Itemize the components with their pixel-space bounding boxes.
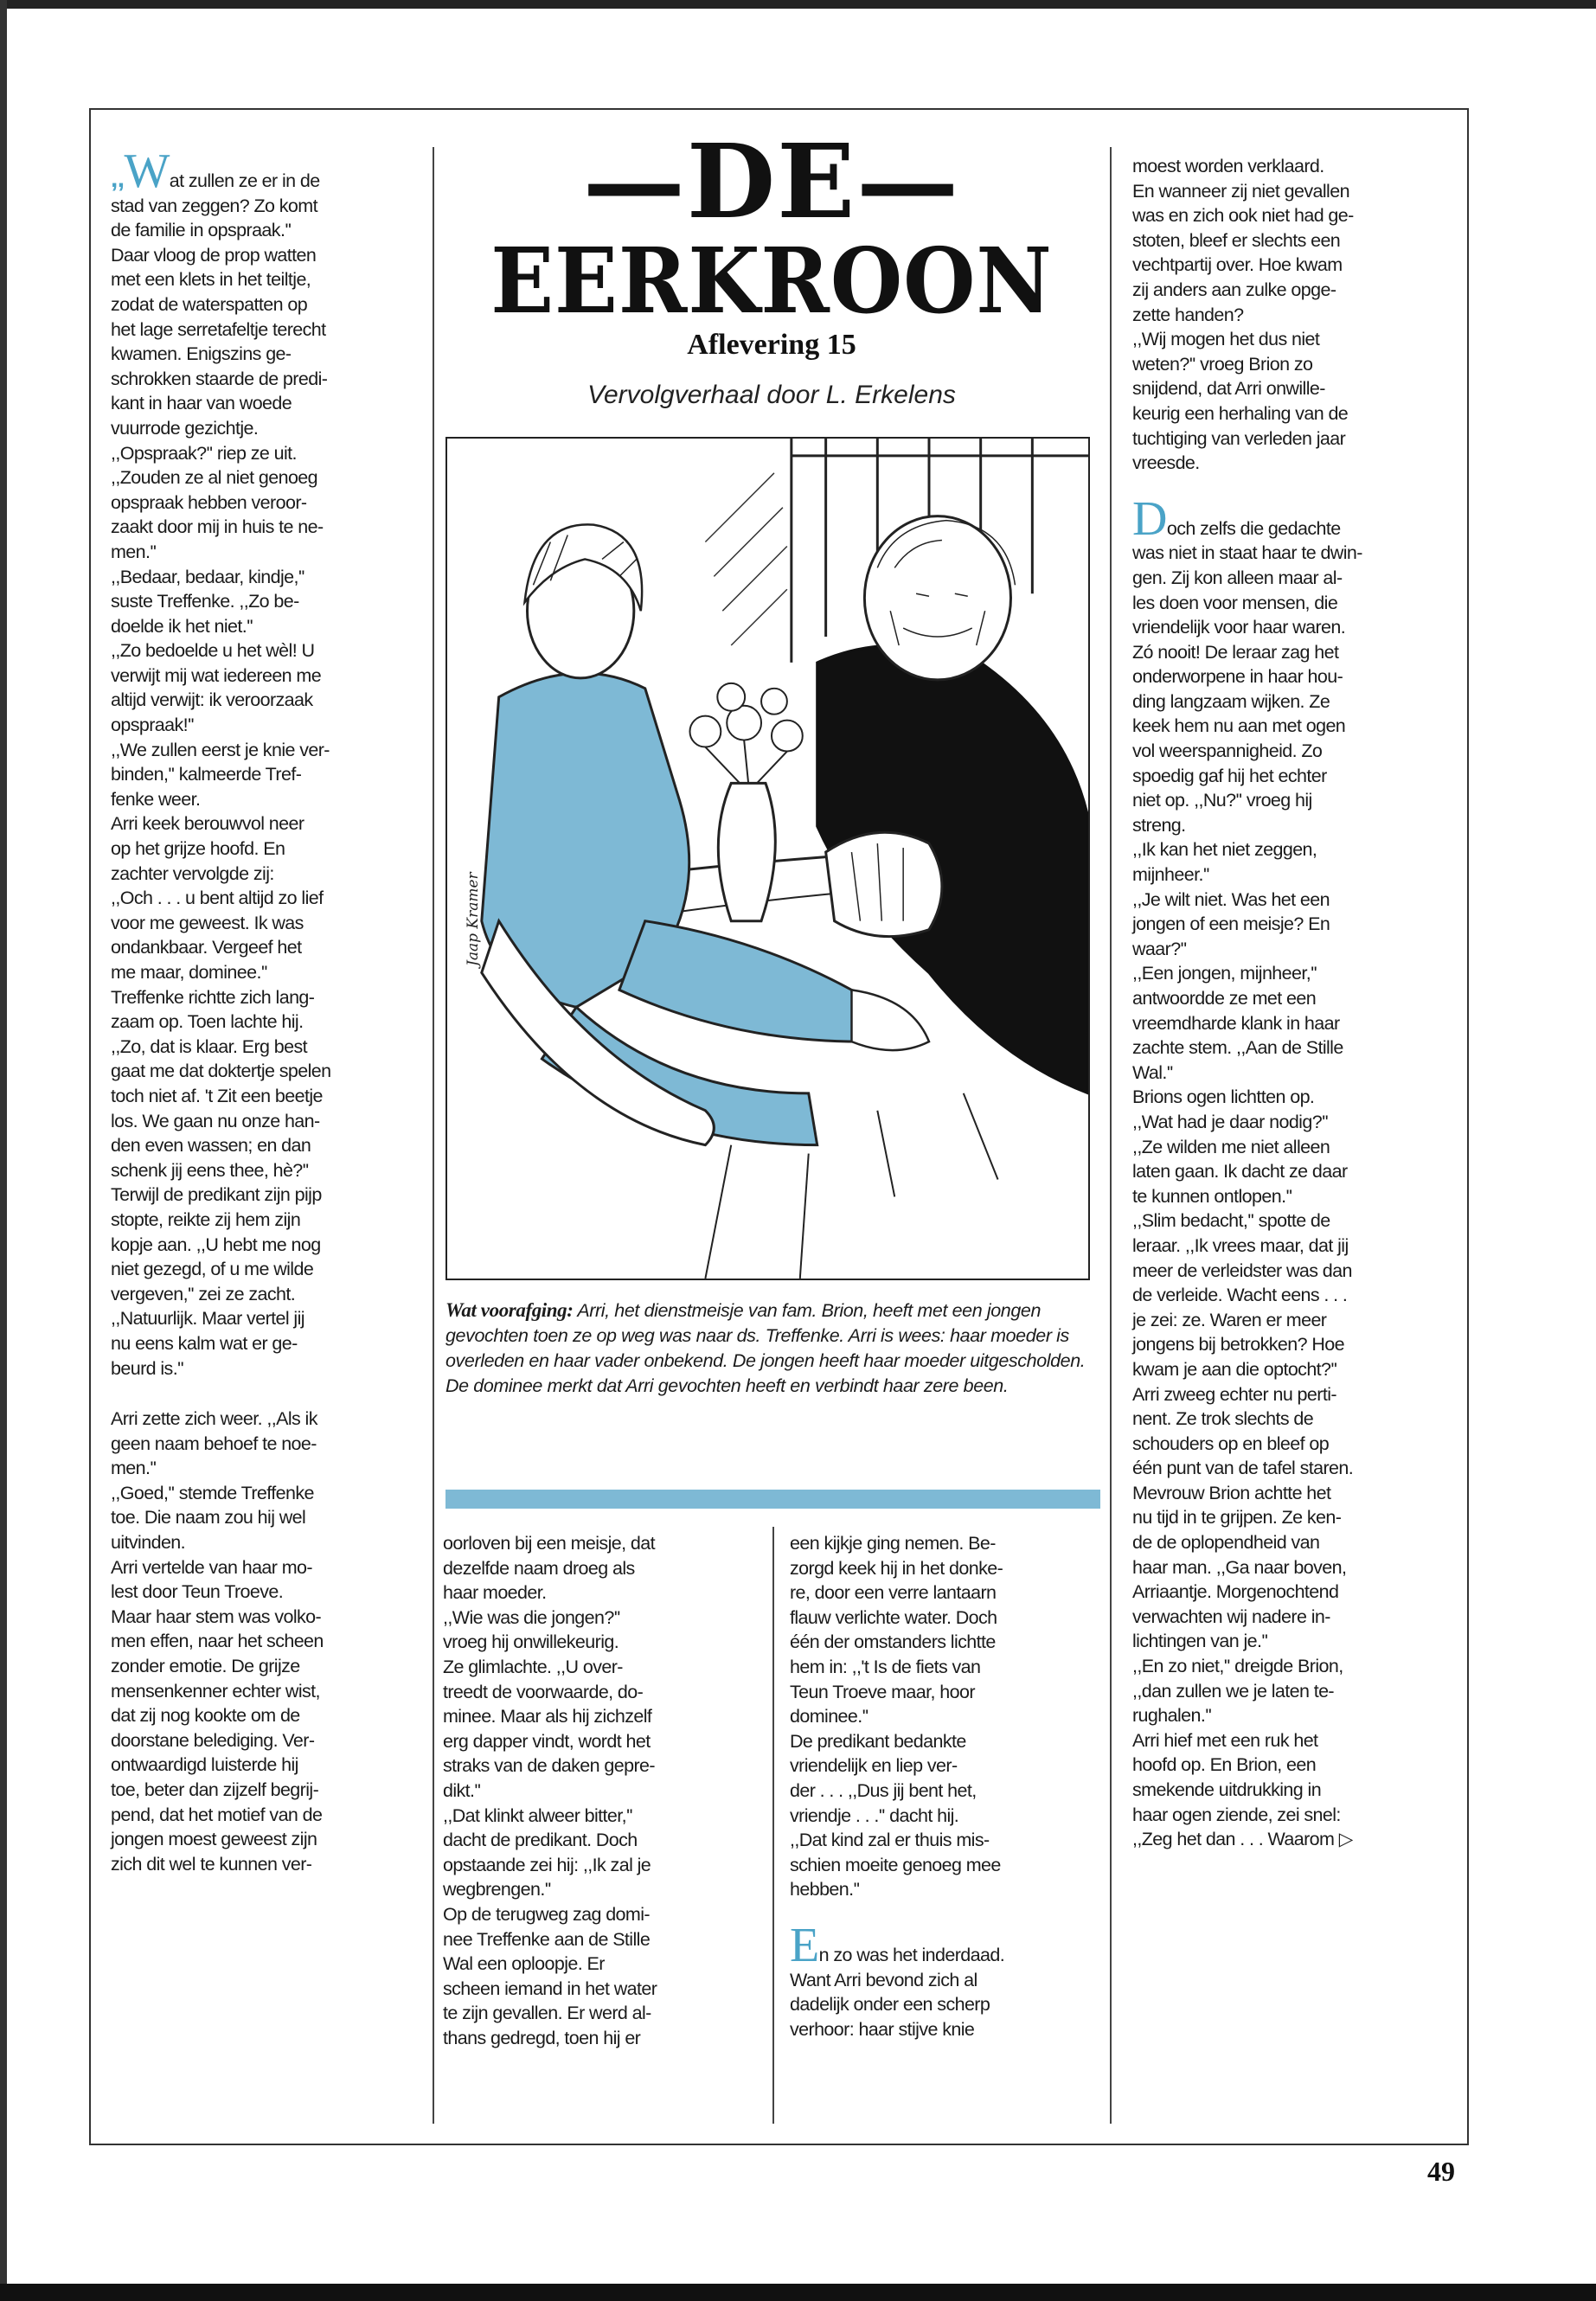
dropcap-w: W	[124, 144, 170, 198]
quote-open: ,,	[111, 164, 125, 193]
recap-lead: Wat voorafging:	[445, 1299, 574, 1321]
column-right	[1132, 154, 1461, 1852]
right-paragraph-2-text: och zelfs die gedachte was niet in staat haar te dwin- gen. Zij kon alleen maar al- les doen voor mensen, die vriendelijk voor haar waren. Zó nooit! De leraar zag het onderworpene in haar hou- ding langzaam wijken. Ze keek hem nu aan met ogen vol weerspannigheid. Zo spoedig gaf hij het echter niet op. ,,Nu?'' vroeg hij streng. ,,Ik kan het niet zeggen, mijnheer.'' ,,Je wilt niet. Was het een jongen of een meisje? En waar?'' ,,Een jongen, mijnheer,'' antwoordde ze met een vreemdharde klank in haar zachte stem. ,,Aan de Stille Wal.'' Brions ogen lichtten op. ,,Wat had je daar nodig?'' ,,Ze wilden me niet alleen laten gaan. Ik dacht ze daar te kunnen ontlopen.'' ,,Slim bedacht,'' spotte de leraar. ,,Ik vrees maar, dat jij meer de verleidster was dan de verleide. Wacht eens . . . je zei: ze. Waren er meer jongens bij betrokken? Hoe kwam je aan die optocht?'' Arri zweeg echter nu perti- nent. Ze trok slechts de schouders op en bleef op één punt van de tafel staren. Mevrouw Brion achtte het nu tijd in te grijpen. Ze ken- de de oplopendheid van haar man. ,,Ga naar boven, Arriaantje. Morgenochtend verwachten wij nadere in- lichtingen van je.'' ,,En zo niet,'' dreigde Brion, ,,dan zullen we je laten te- rughalen.'' Arri hief met een ruk het hoofd op. En Brion, een smekende uitdrukking in haar ogen ziende, zei snel: ,,Zeg het dan . . . Waarom ▷	[1132, 517, 1362, 1850]
dropcap-d: D	[1132, 491, 1167, 546]
recap-body: Arri, het dienstmeisje van fam. Brion, heeft met een jongen gevochten toen ze op weg was naar ds. Treffenke. Arri is wees: haar moeder is overleden en haar vader onbekend. De jongen heeft haar moeder uitgescholden. De dominee merkt dat Arri gevochten heeft en verbindt haar zere been.	[445, 1300, 1086, 1396]
title-eerkroon: EERKROON	[490, 228, 1053, 334]
title-de: —DE—	[582, 121, 961, 241]
right-paragraph-1: moest worden verklaard. En wanneer zij niet gevallen was en zich ook niet had ge- stoten, bleef er slechts een vechtpartij over. Hoe kwam zij anders aan zulke opge- zette handen? ,,Wij mogen het dus niet weten?'' vroeg Brion zo snijdend, dat Arri onwille- keurig een herhaling van de tuchtiging van verleden jaar vreesde.	[1132, 156, 1354, 474]
middle-b-paragraph-2	[790, 1918, 1106, 2041]
column-rule-2	[1110, 147, 1112, 2124]
title-block	[443, 121, 1100, 334]
right-paragraph-2	[1132, 491, 1461, 1852]
illustration-signature: Jaap Kramer	[465, 872, 482, 966]
recap-caption	[445, 1298, 1099, 1399]
scan-edge-top	[0, 0, 1596, 9]
illustration-drawing	[447, 439, 1088, 1279]
left-paragraph-2: Arri zette zich weer. ,,Als ik geen naam behoef te noe- men.'' ,,Goed,'' stemde Treffenke toe. Die naam zou hij wel uitvinden. Arri vertelde van haar mo- lest door Teun Troeve. Maar haar stem was volko- men effen, naar het scheen zonder emotie. De grijze mensenkenner echter wist, dat zij nog kookte om de doorstane belediging. Ver- ontwaardigd luisterde hij toe, beter dan zijzelf begrij- pend, dat het motief van de jongen moest geweest zijn zich dit wel te kunnen ver-	[111, 1408, 324, 1875]
middle-b-paragraph-1: een kijkje ging nemen. Be- zorgd keek hij in het donke- re, door een verre lantaarn flauw verlichte water. Doch één der omstanders lichtte hem in: ,,'t Is de fiets van Teun Troeve maar, hoor dominee.'' De predikant bedankte vriendelijk en liep ver- der . . . ,,Dus jij bent het, vriendje . . .'' dacht hij. ,,Dat kind zal er thuis mis- schien moeite genoeg mee hebben.''	[790, 1533, 1003, 1900]
column-middle-a	[443, 1531, 763, 2050]
left-paragraph-1	[111, 144, 422, 1381]
byline: Vervolgverhaal door L. Erkelens	[587, 381, 956, 409]
column-rule-1	[433, 147, 434, 2124]
left-paragraph-1-text: at zullen ze er in de stad van zeggen? Zo komt de familie in opspraak.'' Daar vloog de prop watten met een klets in het teiltje, zodat de waterspatten op het lage serretafeltje terecht kwamen. Enigszins ge- schrokken staarde de predi- kant in haar van woede vuurrode gezichtje. ,,Opspraak?'' riep ze uit. ,,Zouden ze al niet genoeg opspraak hebben veroor- zaakt door mij in huis te ne- men.'' ,,Bedaar, bedaar, kindje,'' suste Treffenke. ,,Zo be- doelde ik het niet.'' ,,Zo bedoelde u het wèl! U verwijt mij wat iedereen me altijd verwijt: ik veroorzaak opspraak!'' ,,We zullen eerst je knie ver- binden,'' kalmeerde Tref- fenke weer. Arri keek berouwvol neer op het grijze hoofd. En zachter vervolgde zij: ,,Och . . . u bent altijd zo lief voor me geweest. Ik was ondankbaar. Vergeef het me maar, dominee.'' Treffenke richtte zich lang- zaam op. Toen lachte hij. ,,Zo, dat is klaar. Erg best gaat me dat doktertje spelen toch niet af. 't Zit een beetje los. We gaan nu onze han- den even wassen; en dan schenk jij eens thee, hè?'' Terwijl de predikant zijn pijp stopte, reikte zij hem zijn kopje aan. ,,U hebt me nog niet gezegd, of u me wilde vergeven,'' zei ze zacht. ,,Natuurlijk. Maar vertel jij nu eens kalm wat er ge- beurd is.''	[111, 170, 331, 1379]
story-illustration	[445, 437, 1090, 1280]
scan-edge-left	[0, 0, 7, 2301]
column-rule-3	[772, 1527, 774, 2124]
column-middle-b	[790, 1531, 1106, 2041]
middle-b-paragraph-2-text: n zo was het inderdaad. Want Arri bevond zich al dadelijk onder een scherp verhoor: haar stijve knie	[790, 1944, 1005, 2040]
middle-a-paragraph: oorloven bij een meisje, dat dezelfde naam droeg als haar moeder. ,,Wie was die jongen?'' vroeg hij onwillekeurig. Ze glimlachte. ,,U over- treedt de voorwaarde, do- minee. Maar als hij zichzelf erg dapper vindt, wordt het straks van de daken gepre- dikt.'' ,,Dat klinkt alweer bitter,'' dacht de predikant. Doch opstaande zei hij: ,,Ik zal je wegbrengen.'' Op de terugweg zag domi- nee Treffenke aan de Stille Wal een oploopje. Er scheen iemand in het water te zijn gevallen. Er werd al- thans gedregd, toen hij er	[443, 1533, 657, 2048]
dropcap-e: E	[790, 1918, 819, 1972]
scan-edge-bottom	[0, 2284, 1596, 2301]
column-left	[111, 144, 422, 1876]
page-number: 49	[1427, 2156, 1455, 2187]
episode-label: Aflevering 15	[687, 329, 856, 361]
accent-bar	[445, 1490, 1100, 1509]
